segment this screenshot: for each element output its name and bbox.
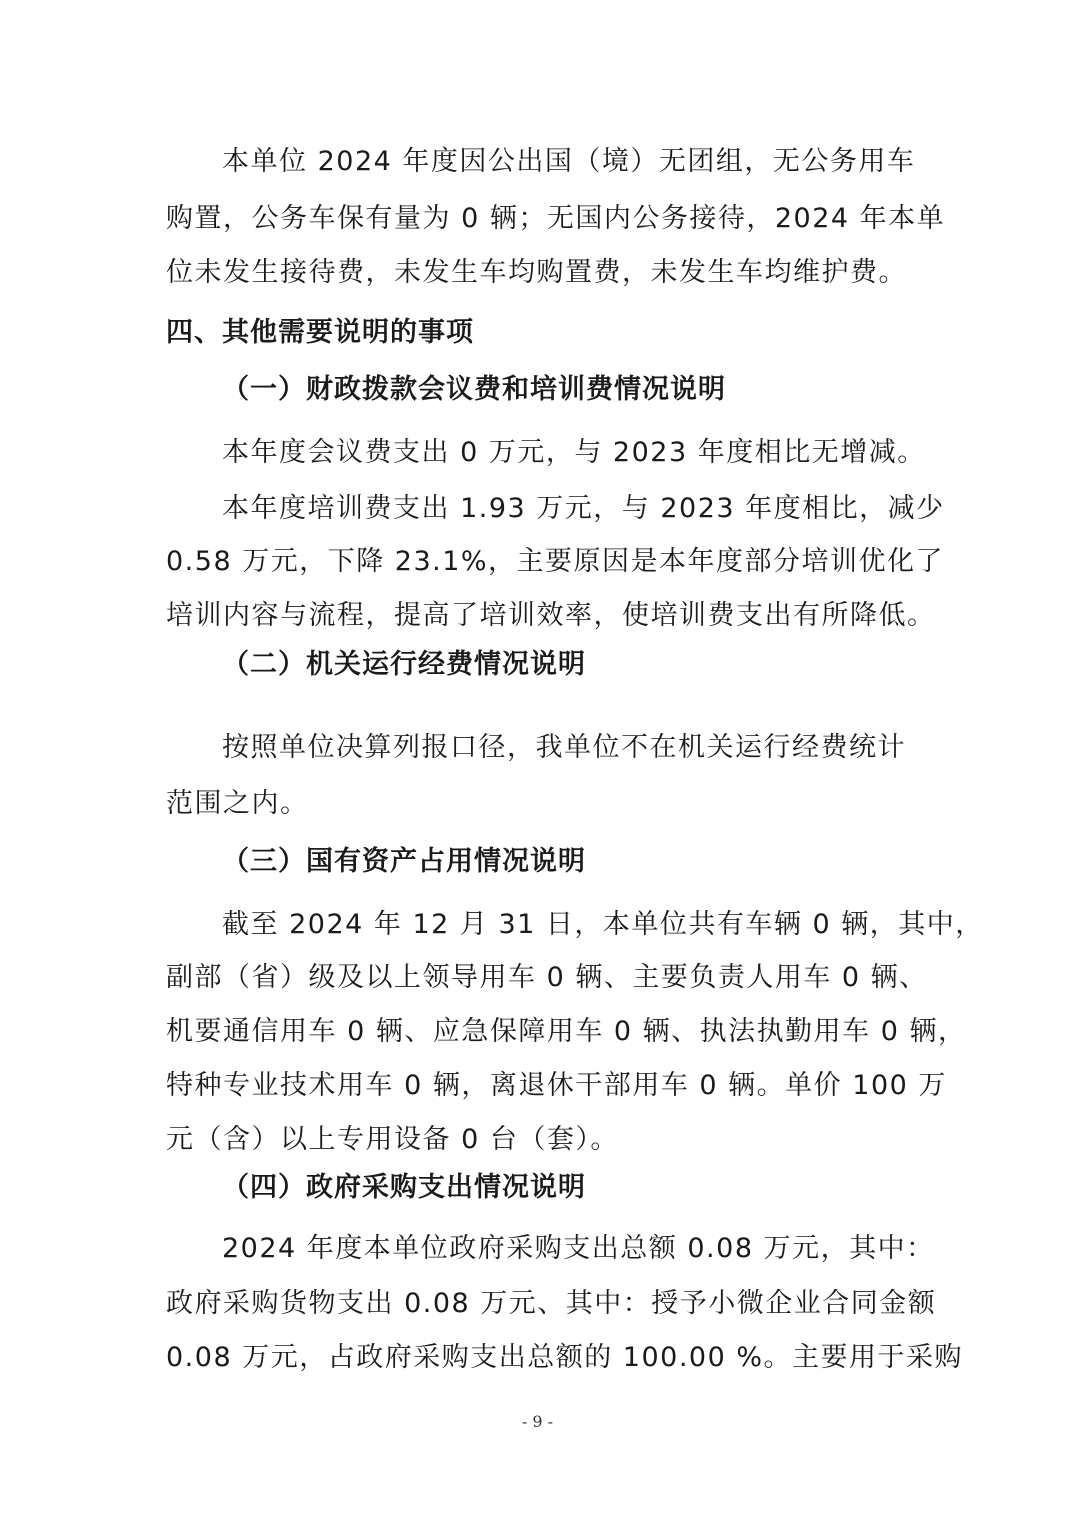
para5-line-5: 元（含）以上专用设备 0 台（套）。: [166, 1124, 619, 1155]
para6-line-2: 政府采购货物支出 0.08 万元、其中：授予小微企业合同金额: [166, 1288, 937, 1319]
subsection-heading-3: （三）国有资产占用情况说明: [222, 846, 586, 877]
para4-line-1: 按照单位决算列报口径，我单位不在机关运行经费统计: [222, 732, 906, 763]
para3-line-1: 本年度培训费支出 1.93 万元，与 2023 年度相比，减少: [222, 493, 945, 524]
para3-line-3: 培训内容与流程，提高了培训效率，使培训费支出有所降低。: [166, 600, 936, 631]
para1-line-2: 购置，公务车保有量为 0 辆；无国内公务接待，2024 年本单: [166, 203, 946, 234]
subsection-heading-4: （四）政府采购支出情况说明: [222, 1172, 586, 1203]
subsection-heading-1: （一）财政拨款会议费和培训费情况说明: [222, 374, 726, 405]
para6-line-3: 0.08 万元，占政府采购支出总额的 100.00 %。主要用于采购: [166, 1342, 963, 1373]
para6-line-1: 2024 年度本单位政府采购支出总额 0.08 万元，其中：: [222, 1233, 935, 1264]
para5-line-2: 副部（省）级及以上领导用车 0 辆、主要负责人用车 0 辆、: [166, 962, 928, 993]
para5-line-4: 特种专业技术用车 0 辆，离退休干部用车 0 辆。单价 100 万: [166, 1070, 947, 1101]
para2-line-1: 本年度会议费支出 0 万元，与 2023 年度相比无增减。: [222, 437, 926, 468]
para4-line-2: 范围之内。: [166, 788, 309, 819]
para1-line-3: 位未发生接待费，未发生车均购置费，未发生车均维护费。: [166, 257, 907, 288]
subsection-heading-2: （二）机关运行经费情况说明: [222, 649, 586, 680]
para5-line-1: 截至 2024 年 12 月 31 日，本单位共有车辆 0 辆，其中，: [222, 909, 984, 940]
para3-line-2: 0.58 万元，下降 23.1%，主要原因是本年度部分培训优化了: [166, 546, 945, 577]
page-number: - 9 -: [521, 1412, 554, 1431]
para1-line-1: 本单位 2024 年度因公出国（境）无团组，无公务用车: [222, 146, 916, 177]
para5-line-3: 机要通信用车 0 辆、应急保障用车 0 辆、执法执勤用车 0 辆，: [166, 1016, 967, 1047]
section-heading: 四、其他需要说明的事项: [166, 317, 474, 348]
